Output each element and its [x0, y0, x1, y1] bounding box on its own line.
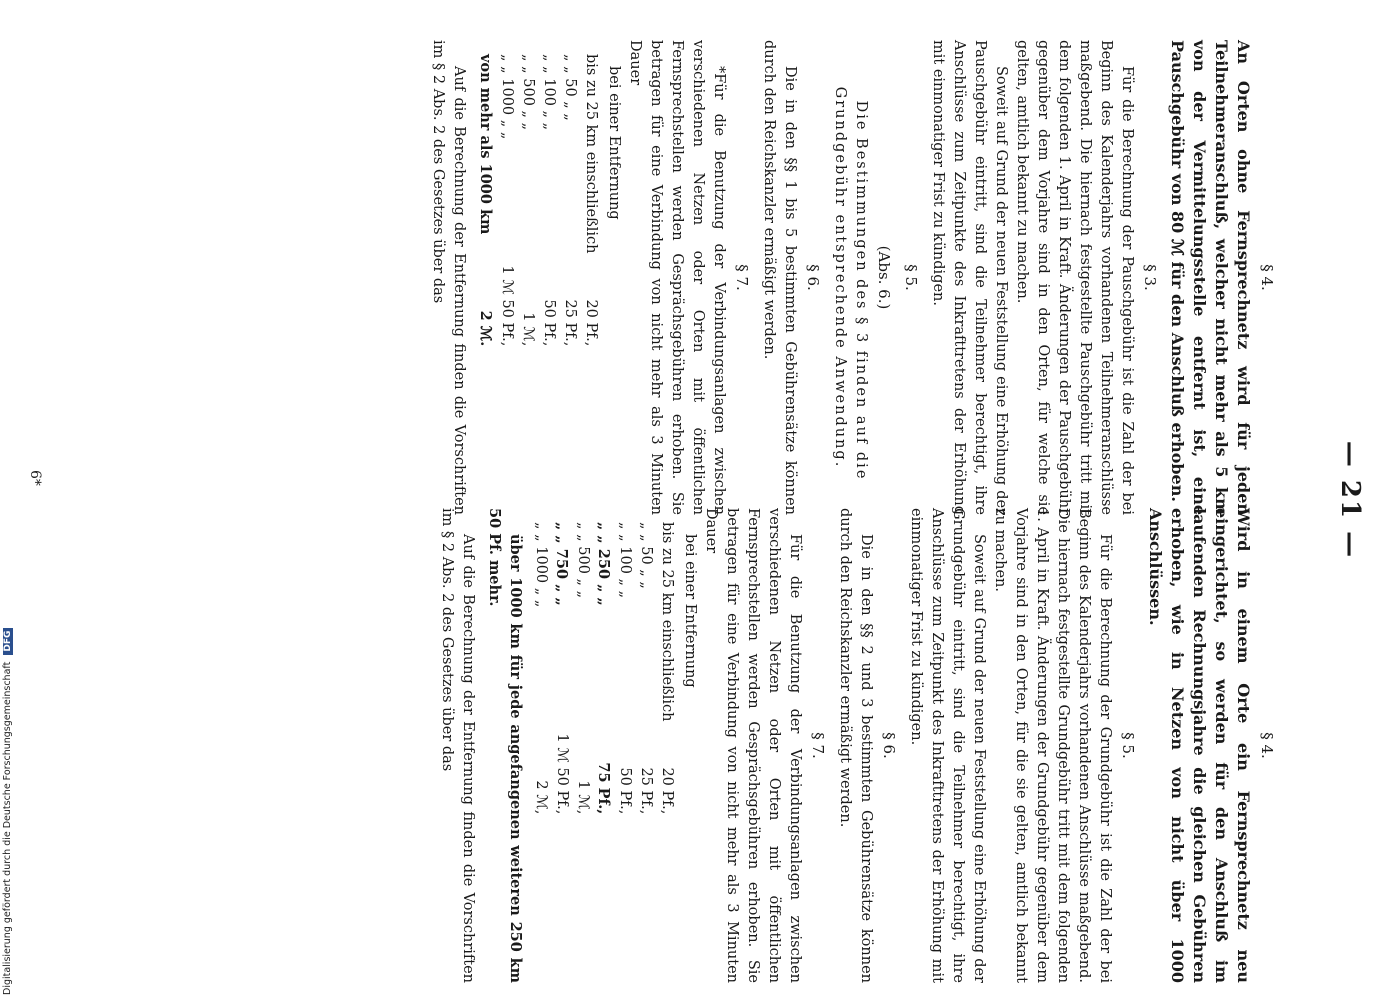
right-rate-table [530, 516, 677, 820]
rate-row [551, 516, 572, 820]
dfg-logo: DFG [3, 628, 13, 655]
left-s7-text: *Für die Benutzung der Verbindungsanlagen zwischen verschiedenen Netzen oder Orten mit öffentlichen Fernsprechstellen werden Gesprächsgebühren erhoben. Sie betragen für eine Verbindung von nicht mehr als 3 Minuten Dauer [627, 40, 727, 515]
rate-distance: „ „ 250 „ „ [595, 522, 612, 606]
left-s4-heading: § 4. [1258, 264, 1276, 291]
left-s5-heading: § 5. [902, 264, 920, 291]
page-number: — 21 — [1335, 440, 1365, 560]
rate-amount: 1 ℳ 50 Pf., [499, 265, 515, 347]
left-s3-p2: Soweit auf Grund der neuen Feststellung eine Erhöhung der Pauschgebühr eintritt, sind die Teilnehmer berechtigt, ihre Anschlüsse zum Zeitpunkte des Inkrafttretens der Erhöhung mit einmonatiger Frist zu kündigen. [930, 40, 1009, 515]
right-s7-text: Für die Benutzung der Verbindungsanlagen zwischen verschiedenen Netzen oder Orten mit öffentlichen Fernsprechstellen werden Gesprächsgebühren erhoben. Sie betragen für eine Verbindung von nicht mehr als 3 Minuten Dauer [703, 508, 803, 983]
digitization-credit [2, 605, 392, 995]
rate-distance: „ „ 1000 „ „ [499, 54, 515, 140]
left-s3-p1: Für die Berechnung der Pauschgebühr ist die Zahl der bei Beginn des Kalenderjahrs vorhandenen Teilnehmeranschlüsse maßgebend. Die hiernach festgestellte Pauschgebühr tritt mit dem folgenden 1. April in Kraft. Änderungen der Pauschgebühr gegenüber dem Vorjahre sind in den Orten, für welche sie gelten, amtlich bekannt zu machen. [1014, 40, 1135, 515]
rate-amount: 1 ℳ, [520, 312, 536, 347]
right-rates-extra: über 1000 km für jede angefangenen weiteren 250 km 50 Pf. mehr. [486, 508, 524, 983]
rate-row [635, 516, 656, 820]
left-rate-table [475, 48, 601, 352]
rate-distance: „ „ 1000 „ „ [533, 522, 549, 608]
right-s7-intro: bei einer Entfernung [682, 534, 698, 688]
rate-amount: 20 Pf., [583, 299, 599, 347]
rate-amount: 2 ℳ, [533, 780, 549, 815]
rate-amount: 20 Pf., [659, 767, 675, 815]
right-s4-heading: § 4. [1258, 732, 1276, 759]
left-s7-heading: § 7. [733, 264, 751, 291]
rate-row [614, 516, 635, 820]
left-footnote: Auf die Berechnung der Entfernung finden die Vorschriften im § 2 Abs. 2 des Gesetzes über das [430, 40, 467, 515]
rate-distance: bis zu 25 km einschließlich [583, 54, 599, 254]
right-footnote: Auf die Berechnung der Entfernung finden die Vorschriften im § 2 Abs. 2 des Gesetzes über das [439, 508, 476, 983]
rate-row [517, 48, 538, 352]
right-s6-heading: § 6. [880, 732, 898, 759]
rate-row [580, 48, 601, 352]
rate-amount: 50 Pf., [541, 299, 557, 347]
rate-distance: bis zu 25 km einschließlich [659, 522, 675, 722]
rate-amount: 2 ℳ. [477, 310, 494, 347]
rate-amount: 1 ℳ, [575, 780, 591, 815]
rate-distance: „ „ 100 „ „ [541, 54, 557, 131]
rate-row [656, 516, 677, 820]
rate-row [496, 48, 517, 352]
right-column [422, 508, 1284, 983]
rate-distance: „ „ 750 „ „ [553, 522, 570, 606]
rate-amount: 50 Pf., [617, 767, 633, 815]
credit-text: Digitalisierung gefördert durch die Deutsche Forschungsgemeinschaft [2, 661, 13, 995]
left-s3-heading: § 3. [1141, 264, 1159, 291]
rate-row [530, 516, 551, 820]
rate-amount: 25 Pf., [562, 299, 578, 347]
right-s5-p1: Für die Berechnung der Grundgebühr ist die Zahl der bei Beginn des Kalenderjahrs vorhandenen Anschlüsse maßgebend. Die hiernach festgestellte Grundgebühr tritt mit dem folgenden 1. April in Kraft. Änderungen der Grundgebühr gegenüber dem Vorjahre sind in den Orten, für die sie gelten, amtlich bekannt zu machen. [992, 508, 1113, 983]
right-s5-heading: § 5. [1119, 732, 1137, 759]
rate-distance: „ „ 50 „ „ [638, 522, 654, 589]
rate-row [559, 48, 580, 352]
rate-row [475, 48, 496, 352]
rate-amount: 1 ℳ 50 Pf., [554, 733, 570, 815]
left-s4-text: An Orten ohne Fernsprechnetz wird für jeden Teilnehmeranschluß, welcher nicht mehr als 5 km von der Vermittelungsstelle entfernt ist, eine Pauschgebühr von 80 ℳ für den Anschluß erhoben. [1168, 40, 1253, 515]
right-s5-p2: Soweit auf Grund der neuen Feststellung eine Erhöhung der Grundgebühr eintritt, sind die Teilnehmer berechtigt, ihre Anschlüsse zum Zeitpunkt des Inkrafttretens der Erhöhung mit einmonatiger Frist zu kündigen. [908, 508, 987, 983]
rate-distance: „ „ 100 „ „ [617, 522, 633, 599]
rate-row [593, 516, 614, 820]
right-s7-heading: § 7. [809, 732, 827, 759]
right-s4-text: Wird in einem Orte ein Fernsprechnetz neu eingerichtet, so werden für den Anschluß im laufenden Rechnungsjahre die gleichen Gebühren erhoben, wie in Netzen von nicht über 1000 Anschlüssen. [1146, 508, 1253, 983]
signature-mark: 6* [27, 470, 43, 486]
rate-row [538, 48, 559, 352]
rate-distance: „ „ 500 „ „ [520, 54, 536, 131]
left-s6-heading: § 6. [804, 264, 822, 291]
rate-amount: 75 Pf., [595, 762, 612, 815]
left-s7-intro: bei einer Entfernung [606, 66, 622, 220]
right-s6-text: Die in den §§ 2 und 3 bestimmten Gebührensätze können durch den Reichskanzler ermäßigt werden. [837, 508, 874, 983]
rate-amount: 25 Pf., [638, 767, 654, 815]
rate-distance: von mehr als 1000 km [477, 54, 494, 235]
left-column [413, 40, 1284, 515]
rate-distance: „ „ 500 „ „ [575, 522, 591, 599]
rate-distance: „ „ 50 „ „ [562, 54, 578, 121]
rate-row [572, 516, 593, 820]
left-s5-text: Die Bestimmungen des § 3 finden auf die Grundgebühr entsprechende Anwendung. [832, 86, 869, 481]
left-s6-text: Die in den §§ 1 bis 5 bestimmten Gebührensätze können durch den Reichskanzler ermäßigt werden. [761, 40, 798, 515]
left-s5-sub: (Abs. 6.) [875, 245, 893, 310]
